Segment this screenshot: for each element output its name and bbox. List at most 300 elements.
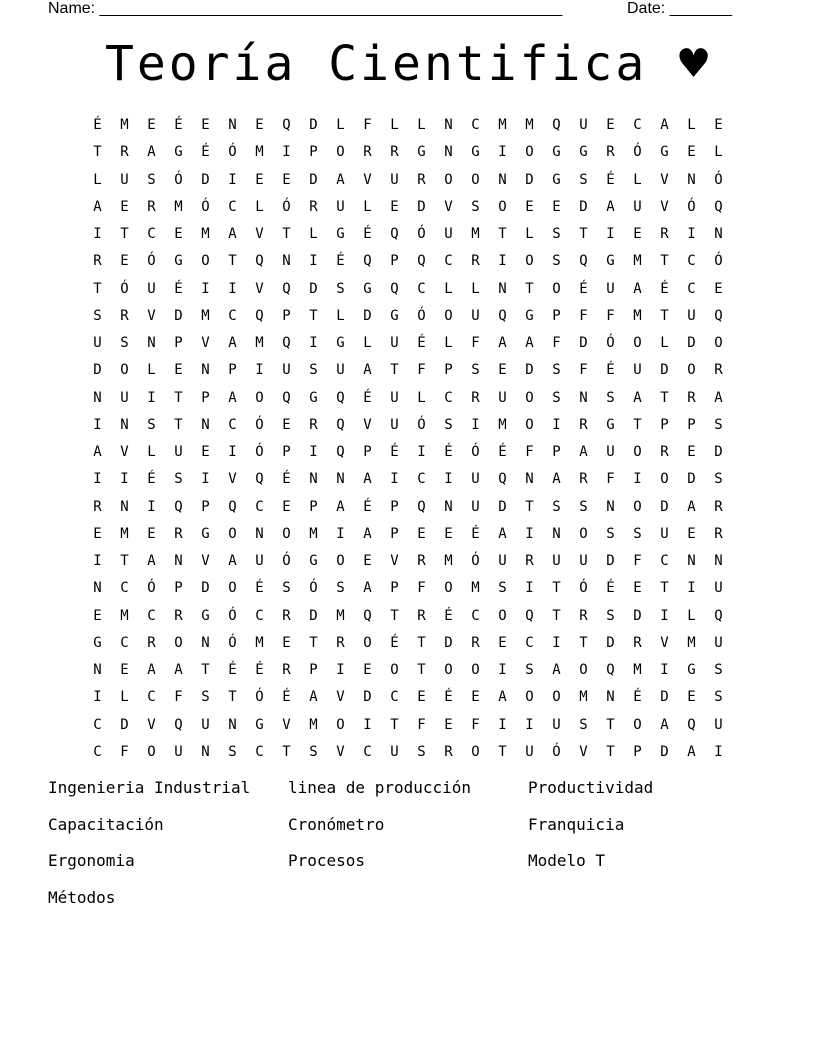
grid-letter[interactable]: V xyxy=(660,171,669,188)
grid-letter[interactable]: C xyxy=(147,689,156,706)
grid-letter[interactable]: O xyxy=(633,498,642,515)
grid-letter[interactable]: E xyxy=(687,525,696,542)
grid-letter[interactable]: D xyxy=(363,689,372,706)
grid-letter[interactable]: É xyxy=(390,444,399,461)
grid-letter[interactable]: L xyxy=(93,171,102,188)
grid-letter[interactable]: U xyxy=(174,743,183,760)
grid-letter[interactable]: R xyxy=(525,553,534,570)
grid-letter[interactable]: O xyxy=(633,444,642,461)
grid-letter[interactable]: R xyxy=(633,634,642,651)
grid-letter[interactable]: V xyxy=(660,198,669,215)
grid-letter[interactable]: L xyxy=(660,335,669,352)
grid-letter[interactable]: A xyxy=(336,171,345,188)
grid-letter[interactable]: T xyxy=(606,743,615,760)
grid-letter[interactable]: O xyxy=(471,171,480,188)
grid-letter[interactable]: I xyxy=(93,416,102,433)
grid-letter[interactable]: T xyxy=(417,634,426,651)
grid-letter[interactable]: D xyxy=(174,307,183,324)
grid-letter[interactable]: M xyxy=(309,525,318,542)
grid-letter[interactable]: Q xyxy=(498,307,507,324)
grid-letter[interactable]: U xyxy=(579,117,588,134)
grid-letter[interactable]: R xyxy=(336,634,345,651)
grid-letter[interactable]: L xyxy=(147,444,156,461)
grid-letter[interactable]: E xyxy=(282,634,291,651)
grid-letter[interactable]: Q xyxy=(282,389,291,406)
grid-letter[interactable]: T xyxy=(579,634,588,651)
grid-letter[interactable]: G xyxy=(309,389,318,406)
grid-letter[interactable]: T xyxy=(525,280,534,297)
grid-letter[interactable]: N xyxy=(93,580,102,597)
grid-letter[interactable]: É xyxy=(174,117,183,134)
grid-letter[interactable]: E xyxy=(444,525,453,542)
grid-letter[interactable]: P xyxy=(390,253,399,270)
grid-letter[interactable]: Ó xyxy=(255,444,264,461)
grid-letter[interactable]: P xyxy=(552,307,561,324)
grid-letter[interactable]: N xyxy=(525,471,534,488)
grid-letter[interactable]: O xyxy=(336,553,345,570)
grid-letter[interactable]: I xyxy=(120,471,129,488)
grid-letter[interactable]: T xyxy=(390,716,399,733)
grid-letter[interactable]: N xyxy=(714,226,723,243)
grid-letter[interactable]: S xyxy=(606,607,615,624)
grid-letter[interactable]: Q xyxy=(390,280,399,297)
grid-letter[interactable]: P xyxy=(201,389,210,406)
grid-letter[interactable]: É xyxy=(147,471,156,488)
grid-letter[interactable]: É xyxy=(363,498,372,515)
grid-letter[interactable]: M xyxy=(201,226,210,243)
grid-letter[interactable]: I xyxy=(498,662,507,679)
grid-letter[interactable]: É xyxy=(606,362,615,379)
grid-letter[interactable]: A xyxy=(552,471,561,488)
grid-letter[interactable]: Q xyxy=(606,662,615,679)
grid-letter[interactable]: E xyxy=(687,444,696,461)
grid-letter[interactable]: L xyxy=(255,198,264,215)
grid-letter[interactable]: T xyxy=(633,416,642,433)
grid-letter[interactable]: S xyxy=(120,335,129,352)
grid-letter[interactable]: É xyxy=(660,280,669,297)
grid-letter[interactable]: O xyxy=(633,716,642,733)
grid-letter[interactable]: A xyxy=(687,743,696,760)
grid-letter[interactable]: N xyxy=(93,389,102,406)
grid-letter[interactable]: D xyxy=(579,335,588,352)
grid-letter[interactable]: I xyxy=(498,253,507,270)
grid-letter[interactable]: I xyxy=(336,662,345,679)
grid-letter[interactable]: G xyxy=(687,662,696,679)
grid-letter[interactable]: E xyxy=(417,525,426,542)
grid-letter[interactable]: R xyxy=(660,226,669,243)
grid-letter[interactable]: R xyxy=(579,471,588,488)
grid-letter[interactable]: C xyxy=(660,553,669,570)
grid-letter[interactable]: L xyxy=(363,198,372,215)
grid-letter[interactable]: D xyxy=(660,498,669,515)
grid-letter[interactable]: Q xyxy=(363,253,372,270)
grid-letter[interactable]: N xyxy=(201,362,210,379)
grid-letter[interactable]: S xyxy=(579,498,588,515)
grid-letter[interactable]: I xyxy=(336,525,345,542)
grid-letter[interactable]: N xyxy=(201,634,210,651)
date-field[interactable]: Date: _______ xyxy=(627,0,732,17)
grid-letter[interactable]: E xyxy=(282,171,291,188)
grid-letter[interactable]: A xyxy=(228,389,237,406)
grid-letter[interactable]: A xyxy=(660,117,669,134)
grid-letter[interactable]: F xyxy=(120,743,129,760)
grid-letter[interactable]: I xyxy=(525,716,534,733)
grid-letter[interactable]: S xyxy=(336,580,345,597)
grid-letter[interactable]: C xyxy=(255,607,264,624)
grid-letter[interactable]: V xyxy=(336,743,345,760)
grid-letter[interactable]: V xyxy=(444,198,453,215)
grid-letter[interactable]: S xyxy=(228,743,237,760)
grid-letter[interactable]: I xyxy=(201,280,210,297)
grid-letter[interactable]: A xyxy=(714,389,723,406)
grid-letter[interactable]: C xyxy=(228,198,237,215)
grid-letter[interactable]: R xyxy=(417,553,426,570)
grid-letter[interactable]: E xyxy=(417,689,426,706)
grid-letter[interactable]: R xyxy=(579,607,588,624)
grid-letter[interactable]: O xyxy=(660,471,669,488)
grid-letter[interactable]: Ó xyxy=(417,226,426,243)
grid-letter[interactable]: P xyxy=(174,335,183,352)
grid-letter[interactable]: P xyxy=(228,362,237,379)
grid-letter[interactable]: C xyxy=(147,226,156,243)
grid-letter[interactable]: F xyxy=(606,307,615,324)
grid-letter[interactable]: T xyxy=(309,307,318,324)
grid-letter[interactable]: N xyxy=(228,117,237,134)
grid-letter[interactable]: F xyxy=(579,362,588,379)
grid-letter[interactable]: O xyxy=(201,253,210,270)
grid-letter[interactable]: E xyxy=(174,362,183,379)
grid-letter[interactable]: A xyxy=(579,444,588,461)
grid-letter[interactable]: O xyxy=(336,716,345,733)
grid-letter[interactable]: I xyxy=(525,525,534,542)
grid-letter[interactable]: T xyxy=(552,580,561,597)
grid-letter[interactable]: I xyxy=(498,144,507,161)
grid-letter[interactable]: V xyxy=(255,280,264,297)
grid-letter[interactable]: V xyxy=(363,416,372,433)
grid-letter[interactable]: U xyxy=(201,716,210,733)
grid-letter[interactable]: O xyxy=(255,389,264,406)
grid-letter[interactable]: V xyxy=(363,171,372,188)
grid-letter[interactable]: D xyxy=(525,362,534,379)
grid-letter[interactable]: G xyxy=(174,253,183,270)
grid-letter[interactable]: É xyxy=(255,662,264,679)
grid-letter[interactable]: T xyxy=(390,607,399,624)
grid-letter[interactable]: C xyxy=(363,743,372,760)
grid-letter[interactable]: T xyxy=(660,389,669,406)
grid-letter[interactable]: U xyxy=(147,280,156,297)
grid-letter[interactable]: Ó xyxy=(714,171,723,188)
grid-letter[interactable]: T xyxy=(174,416,183,433)
grid-letter[interactable]: I xyxy=(228,444,237,461)
grid-letter[interactable]: S xyxy=(309,743,318,760)
grid-letter[interactable]: A xyxy=(147,553,156,570)
grid-letter[interactable]: O xyxy=(633,335,642,352)
grid-letter[interactable]: G xyxy=(309,553,318,570)
grid-letter[interactable]: O xyxy=(363,634,372,651)
grid-letter[interactable]: L xyxy=(687,117,696,134)
grid-letter[interactable]: M xyxy=(255,335,264,352)
grid-letter[interactable]: É xyxy=(93,117,102,134)
grid-letter[interactable]: S xyxy=(579,171,588,188)
grid-letter[interactable]: R xyxy=(417,171,426,188)
grid-letter[interactable]: M xyxy=(120,525,129,542)
grid-letter[interactable]: R xyxy=(282,662,291,679)
grid-letter[interactable]: M xyxy=(309,716,318,733)
grid-letter[interactable]: V xyxy=(120,444,129,461)
grid-letter[interactable]: E xyxy=(390,198,399,215)
grid-letter[interactable]: U xyxy=(390,171,399,188)
grid-letter[interactable]: Ó xyxy=(120,280,129,297)
grid-letter[interactable]: M xyxy=(471,226,480,243)
grid-letter[interactable]: Q xyxy=(498,471,507,488)
grid-letter[interactable]: E xyxy=(552,198,561,215)
grid-letter[interactable]: O xyxy=(579,662,588,679)
grid-letter[interactable]: D xyxy=(633,607,642,624)
grid-letter[interactable]: Q xyxy=(174,498,183,515)
grid-letter[interactable]: O xyxy=(390,662,399,679)
grid-letter[interactable]: E xyxy=(687,689,696,706)
grid-letter[interactable]: C xyxy=(147,607,156,624)
grid-letter[interactable]: Ó xyxy=(606,335,615,352)
grid-letter[interactable]: S xyxy=(336,280,345,297)
grid-letter[interactable]: Ó xyxy=(228,144,237,161)
grid-letter[interactable]: D xyxy=(660,362,669,379)
grid-letter[interactable]: O xyxy=(228,525,237,542)
grid-letter[interactable]: Ó xyxy=(282,553,291,570)
grid-letter[interactable]: D xyxy=(660,743,669,760)
grid-letter[interactable]: U xyxy=(255,553,264,570)
grid-letter[interactable]: Ó xyxy=(579,580,588,597)
grid-letter[interactable]: D xyxy=(687,471,696,488)
grid-letter[interactable]: P xyxy=(309,144,318,161)
grid-letter[interactable]: A xyxy=(687,498,696,515)
grid-letter[interactable]: C xyxy=(390,689,399,706)
grid-letter[interactable]: Ó xyxy=(201,198,210,215)
grid-letter[interactable]: O xyxy=(525,416,534,433)
grid-letter[interactable]: R xyxy=(579,416,588,433)
grid-letter[interactable]: S xyxy=(309,362,318,379)
grid-letter[interactable]: Q xyxy=(282,335,291,352)
grid-letter[interactable]: D xyxy=(444,634,453,651)
grid-letter[interactable]: L xyxy=(471,280,480,297)
grid-letter[interactable]: C xyxy=(633,117,642,134)
grid-letter[interactable]: G xyxy=(201,525,210,542)
grid-letter[interactable]: V xyxy=(201,553,210,570)
grid-letter[interactable]: F xyxy=(417,580,426,597)
grid-letter[interactable]: O xyxy=(525,253,534,270)
grid-letter[interactable]: T xyxy=(660,580,669,597)
grid-letter[interactable]: P xyxy=(660,416,669,433)
grid-letter[interactable]: G xyxy=(552,144,561,161)
grid-letter[interactable]: I xyxy=(525,580,534,597)
grid-letter[interactable]: N xyxy=(201,416,210,433)
grid-letter[interactable]: R xyxy=(120,144,129,161)
grid-letter[interactable]: Ó xyxy=(309,580,318,597)
grid-letter[interactable]: É xyxy=(282,471,291,488)
grid-letter[interactable]: U xyxy=(552,716,561,733)
grid-letter[interactable]: S xyxy=(633,525,642,542)
grid-letter[interactable]: S xyxy=(174,471,183,488)
grid-letter[interactable]: A xyxy=(228,335,237,352)
grid-letter[interactable]: P xyxy=(282,444,291,461)
grid-letter[interactable]: F xyxy=(552,335,561,352)
grid-letter[interactable]: P xyxy=(444,362,453,379)
grid-letter[interactable]: S xyxy=(498,580,507,597)
grid-letter[interactable]: E xyxy=(120,662,129,679)
grid-letter[interactable]: L xyxy=(309,226,318,243)
grid-letter[interactable]: P xyxy=(201,498,210,515)
grid-letter[interactable]: A xyxy=(498,689,507,706)
grid-letter[interactable]: F xyxy=(471,716,480,733)
grid-letter[interactable]: S xyxy=(282,580,291,597)
grid-letter[interactable]: I xyxy=(93,553,102,570)
grid-letter[interactable]: E xyxy=(525,198,534,215)
grid-letter[interactable]: I xyxy=(255,362,264,379)
grid-letter[interactable]: S xyxy=(552,362,561,379)
grid-letter[interactable]: N xyxy=(444,117,453,134)
grid-letter[interactable]: L xyxy=(417,389,426,406)
grid-letter[interactable]: Q xyxy=(714,607,723,624)
grid-letter[interactable]: I xyxy=(606,226,615,243)
grid-letter[interactable]: P xyxy=(309,662,318,679)
grid-letter[interactable]: É xyxy=(282,689,291,706)
grid-letter[interactable]: F xyxy=(633,553,642,570)
grid-letter[interactable]: S xyxy=(606,525,615,542)
grid-letter[interactable]: M xyxy=(471,580,480,597)
grid-letter[interactable]: D xyxy=(309,280,318,297)
grid-letter[interactable]: V xyxy=(228,471,237,488)
grid-letter[interactable]: Ó xyxy=(174,171,183,188)
grid-letter[interactable]: Ó xyxy=(552,743,561,760)
grid-letter[interactable]: Q xyxy=(714,198,723,215)
grid-letter[interactable]: E xyxy=(606,117,615,134)
grid-letter[interactable]: O xyxy=(525,689,534,706)
grid-letter[interactable]: É xyxy=(471,525,480,542)
grid-letter[interactable]: N xyxy=(336,471,345,488)
grid-letter[interactable]: D xyxy=(309,607,318,624)
grid-letter[interactable]: D xyxy=(93,362,102,379)
grid-letter[interactable]: R xyxy=(471,389,480,406)
grid-letter[interactable]: O xyxy=(525,144,534,161)
grid-letter[interactable]: É xyxy=(363,226,372,243)
grid-letter[interactable]: C xyxy=(471,607,480,624)
grid-letter[interactable]: C xyxy=(228,307,237,324)
grid-letter[interactable]: F xyxy=(606,471,615,488)
grid-letter[interactable]: A xyxy=(363,471,372,488)
grid-letter[interactable]: T xyxy=(390,362,399,379)
grid-letter[interactable]: F xyxy=(417,716,426,733)
grid-letter[interactable]: Ó xyxy=(471,444,480,461)
grid-letter[interactable]: É xyxy=(633,689,642,706)
grid-letter[interactable]: S xyxy=(93,307,102,324)
grid-letter[interactable]: É xyxy=(390,634,399,651)
grid-letter[interactable]: A xyxy=(93,444,102,461)
grid-letter[interactable]: N xyxy=(309,471,318,488)
grid-letter[interactable]: C xyxy=(255,498,264,515)
grid-letter[interactable]: I xyxy=(309,444,318,461)
grid-letter[interactable]: E xyxy=(471,689,480,706)
grid-letter[interactable]: L xyxy=(336,307,345,324)
grid-letter[interactable]: S xyxy=(714,471,723,488)
grid-letter[interactable]: I xyxy=(228,171,237,188)
grid-letter[interactable]: S xyxy=(714,689,723,706)
grid-letter[interactable]: T xyxy=(228,253,237,270)
grid-letter[interactable]: É xyxy=(201,144,210,161)
grid-letter[interactable]: O xyxy=(687,362,696,379)
grid-letter[interactable]: É xyxy=(255,580,264,597)
grid-letter[interactable]: Ó xyxy=(714,253,723,270)
grid-letter[interactable]: D xyxy=(660,689,669,706)
grid-letter[interactable]: A xyxy=(498,525,507,542)
grid-letter[interactable]: L xyxy=(363,335,372,352)
grid-letter[interactable]: T xyxy=(660,253,669,270)
grid-letter[interactable]: N xyxy=(714,553,723,570)
grid-letter[interactable]: L xyxy=(417,117,426,134)
grid-letter[interactable]: D xyxy=(606,553,615,570)
grid-letter[interactable]: M xyxy=(525,117,534,134)
grid-letter[interactable]: E xyxy=(120,198,129,215)
grid-letter[interactable]: Q xyxy=(552,117,561,134)
grid-letter[interactable]: U xyxy=(633,362,642,379)
grid-letter[interactable]: U xyxy=(444,226,453,243)
grid-letter[interactable]: M xyxy=(633,253,642,270)
grid-letter[interactable]: M xyxy=(120,607,129,624)
grid-letter[interactable]: N xyxy=(282,253,291,270)
grid-letter[interactable]: I xyxy=(309,253,318,270)
grid-letter[interactable]: O xyxy=(174,634,183,651)
grid-letter[interactable]: U xyxy=(633,198,642,215)
grid-letter[interactable]: G xyxy=(660,144,669,161)
grid-letter[interactable]: O xyxy=(714,335,723,352)
grid-letter[interactable]: E xyxy=(120,253,129,270)
grid-letter[interactable]: R xyxy=(174,607,183,624)
grid-letter[interactable]: Ó xyxy=(687,198,696,215)
grid-letter[interactable]: I xyxy=(552,416,561,433)
grid-letter[interactable]: G xyxy=(336,335,345,352)
grid-letter[interactable]: G xyxy=(579,144,588,161)
grid-letter[interactable]: M xyxy=(498,416,507,433)
grid-letter[interactable]: A xyxy=(363,580,372,597)
grid-letter[interactable]: Ó xyxy=(633,144,642,161)
grid-letter[interactable]: G xyxy=(417,144,426,161)
grid-letter[interactable]: T xyxy=(309,634,318,651)
grid-letter[interactable]: P xyxy=(687,416,696,433)
grid-letter[interactable]: V xyxy=(201,335,210,352)
grid-letter[interactable]: A xyxy=(147,662,156,679)
grid-letter[interactable]: I xyxy=(660,607,669,624)
grid-letter[interactable]: G xyxy=(525,307,534,324)
grid-letter[interactable]: P xyxy=(282,307,291,324)
grid-letter[interactable]: E xyxy=(282,416,291,433)
grid-letter[interactable]: S xyxy=(417,743,426,760)
grid-letter[interactable]: D xyxy=(201,171,210,188)
grid-letter[interactable]: U xyxy=(714,716,723,733)
grid-letter[interactable]: U xyxy=(390,335,399,352)
grid-letter[interactable]: T xyxy=(201,662,210,679)
grid-letter[interactable]: O xyxy=(336,144,345,161)
grid-letter[interactable]: E xyxy=(633,226,642,243)
grid-letter[interactable]: C xyxy=(687,253,696,270)
grid-letter[interactable]: Q xyxy=(336,416,345,433)
grid-letter[interactable]: I xyxy=(390,471,399,488)
grid-letter[interactable]: R xyxy=(309,416,318,433)
grid-letter[interactable]: É xyxy=(606,580,615,597)
grid-letter[interactable]: M xyxy=(633,307,642,324)
grid-letter[interactable]: Ó xyxy=(417,416,426,433)
grid-letter[interactable]: D xyxy=(309,171,318,188)
grid-letter[interactable]: V xyxy=(282,716,291,733)
grid-letter[interactable]: É xyxy=(228,662,237,679)
